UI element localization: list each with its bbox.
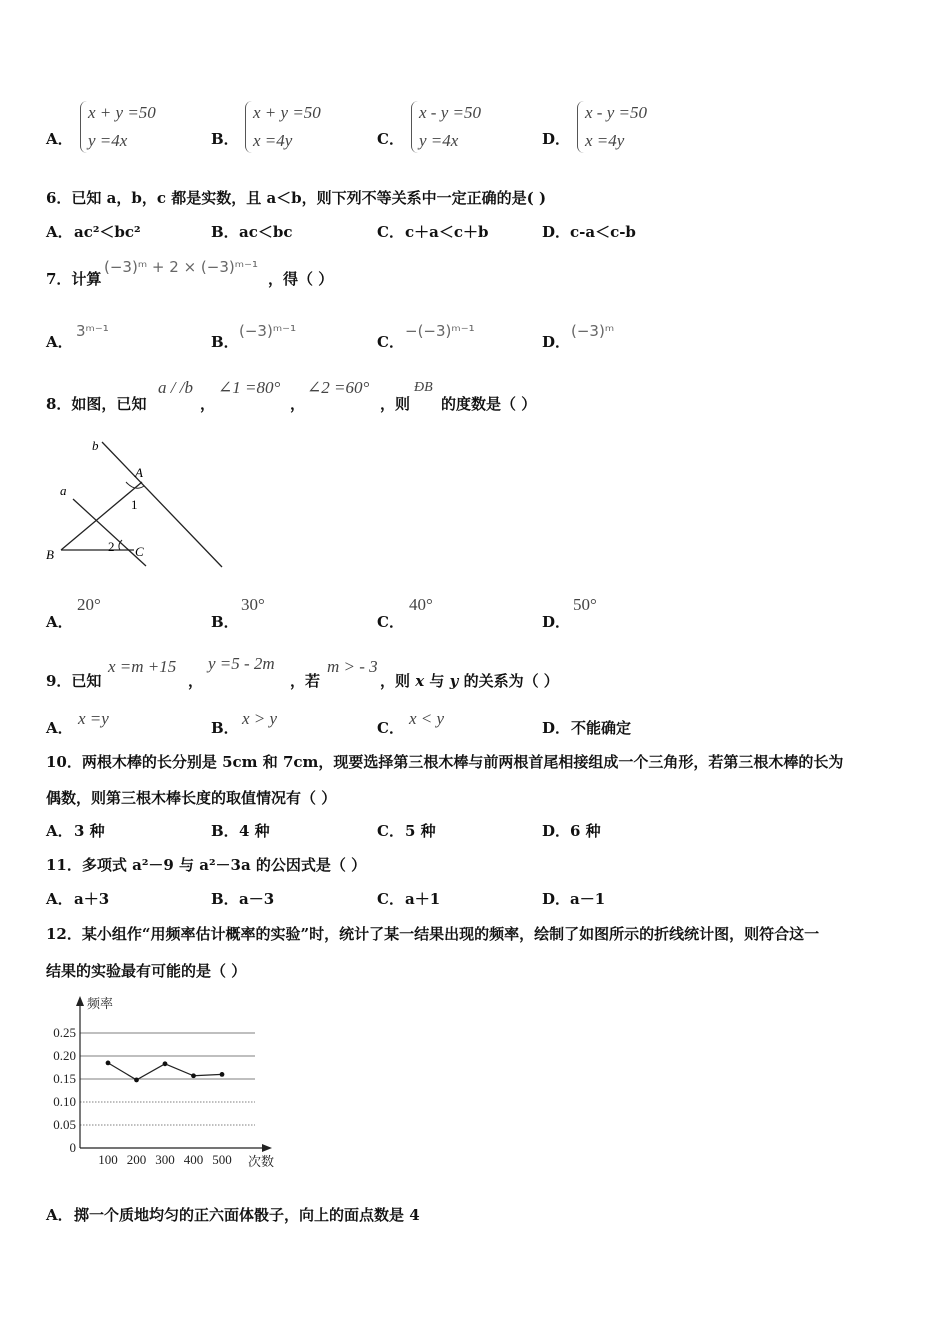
x-tick-label: 200 — [126, 1152, 147, 1167]
q9-comma: ， — [188, 672, 204, 690]
q8-condition-angle1: ∠1 =80° — [218, 378, 281, 397]
q8-suffix: 的度数是（ ） — [441, 395, 537, 413]
q7-option-b-label: B． — [211, 333, 239, 351]
data-point — [191, 1073, 196, 1078]
q7-option-d-label: D． — [542, 333, 571, 351]
q5-d-line2: x =4y — [585, 131, 625, 150]
label-b: b — [92, 438, 99, 453]
q11-option-c-label: C． — [377, 890, 404, 908]
q6-option-a: ac²＜bc² — [74, 223, 141, 241]
segment-ab — [61, 482, 142, 550]
q9-option-c-label: C． — [377, 719, 404, 737]
q10-option-a: 3 种 — [74, 822, 105, 840]
label-A: A — [135, 465, 143, 480]
q5-option-a-brace — [80, 101, 87, 153]
q7-option-b: (−3)ᵐ⁻¹ — [239, 322, 297, 340]
q8-mid: ，则 — [380, 395, 411, 413]
q9-option-b: x > y — [242, 709, 278, 728]
frequency-line-chart — [40, 990, 290, 1175]
q9-suffix-pre: ，则 — [380, 672, 416, 690]
q9-condition: m > - 3 — [327, 657, 378, 676]
q5-d-line1: x - y =50 — [585, 103, 647, 122]
q9-equation-y: y =5 - 2m — [208, 654, 275, 673]
q8-condition-parallel: a / /b — [158, 378, 193, 397]
x-axis-arrow — [262, 1144, 272, 1152]
q9-var-x: x — [415, 672, 425, 690]
q5-option-b-label: B． — [211, 130, 239, 148]
q9-option-d-label: D． — [542, 719, 571, 737]
chart-gridlines — [80, 1033, 255, 1125]
q8-comma-2: ， — [290, 395, 306, 413]
q6-option-a-label: A． — [46, 223, 73, 241]
q7-option-c-label: C． — [377, 333, 404, 351]
q11-option-b-label: B． — [211, 890, 239, 908]
q5-option-a-system — [88, 99, 156, 155]
q8-prefix: 8．如图，已知 — [46, 395, 147, 413]
q7-expression: (−3)ᵐ + 2 × (−3)ᵐ⁻¹ — [104, 258, 259, 276]
q8-comma-1: ， — [200, 395, 216, 413]
chart-y-ticks — [53, 1025, 76, 1155]
q5-b-line2: x =4y — [253, 131, 293, 150]
q6-option-d-label: D． — [542, 223, 571, 241]
q11-stem: 11．多项式 a²－9 与 a²－3a 的公因式是（ ） — [46, 856, 367, 874]
data-point — [134, 1078, 139, 1083]
y-axis-label: 频率 — [87, 996, 114, 1011]
q5-option-d-label: D． — [542, 130, 571, 148]
q5-option-a-label: A． — [46, 130, 73, 148]
q8-option-d: 50° — [573, 595, 597, 614]
q9-option-a-label: A． — [46, 719, 73, 737]
y-tick-label: 0.10 — [53, 1094, 76, 1109]
q7-option-a: 3ᵐ⁻¹ — [76, 322, 109, 340]
q10-option-a-label: A． — [46, 822, 73, 840]
q11-option-d-label: D． — [542, 890, 571, 908]
y-tick-label: 0.05 — [53, 1117, 76, 1132]
q8-option-c: 40° — [409, 595, 433, 614]
y-tick-label: 0.20 — [53, 1048, 76, 1063]
q8-condition-angle2: ∠2 =60° — [307, 378, 370, 397]
q5-option-c-brace — [411, 101, 418, 153]
q10-option-d: 6 种 — [570, 822, 601, 840]
x-tick-label: 500 — [212, 1152, 232, 1167]
y-tick-label: 0.15 — [53, 1071, 76, 1086]
q8-target-angle: ÐB — [414, 380, 433, 395]
q9-and: 与 — [424, 672, 450, 690]
q8-option-a: 20° — [77, 595, 101, 614]
q10-option-b: 4 种 — [239, 822, 270, 840]
q9-suffix — [380, 670, 559, 691]
q11-option-d: a－1 — [570, 890, 606, 908]
q9-option-c: x < y — [409, 709, 445, 728]
q9-mid: ，若 — [290, 672, 321, 690]
q8-option-b: 30° — [241, 595, 265, 614]
q5-option-c-system — [419, 99, 481, 155]
q10-option-c-label: C． — [377, 822, 404, 840]
data-point — [106, 1061, 111, 1066]
q9-var-y: y — [449, 672, 459, 690]
y-tick-label: 0.25 — [53, 1025, 76, 1040]
q12-option-a-label: A． — [46, 1206, 73, 1224]
q8-option-c-label: C． — [377, 613, 404, 631]
x-tick-label: 400 — [183, 1152, 204, 1167]
q5-option-d-system — [585, 99, 647, 155]
q12-stem-line1: 12．某小组作“用频率估计概率的实验”时，统计了某一结果出现的频率，绘制了如图所示的折线统计图，则符合这一 — [46, 925, 820, 943]
q5-option-b-brace — [245, 101, 252, 153]
q5-option-d-brace — [577, 101, 584, 153]
q6-option-c: c＋a＜c＋b — [405, 223, 489, 241]
q6-option-b-label: B． — [211, 223, 239, 241]
q5-option-b-system — [253, 99, 321, 155]
y-tick-label: 0 — [69, 1140, 76, 1155]
q11-option-b: a－3 — [239, 890, 275, 908]
q12-stem-line2: 结果的实验最有可能的是（ ） — [46, 962, 247, 980]
q5-c-line1: x - y =50 — [419, 103, 481, 122]
q7-suffix: ，得（ ） — [268, 270, 334, 288]
q9-prefix: 9．已知 — [46, 672, 102, 690]
q6-option-c-label: C． — [377, 223, 404, 241]
q5-b-line1: x + y =50 — [253, 103, 321, 122]
q9-option-d: 不能确定 — [571, 719, 632, 737]
label-a: a — [60, 483, 67, 498]
q8-option-a-label: A． — [46, 613, 73, 631]
q8-geometry-figure — [40, 430, 230, 575]
q6-option-d: c-a＜c-b — [570, 223, 636, 241]
q9-equation-x: x =m +15 — [108, 657, 177, 676]
q10-option-d-label: D． — [542, 822, 571, 840]
label-angle-1: 1 — [131, 497, 138, 512]
label-C: C — [135, 544, 144, 559]
q8-option-b-label: B． — [211, 613, 239, 631]
q11-option-c: a＋1 — [405, 890, 441, 908]
chart-x-ticks — [98, 1152, 232, 1167]
x-axis-label: 次数 — [248, 1154, 275, 1169]
x-tick-label: 100 — [98, 1152, 118, 1167]
q10-stem-line1: 10．两根木棒的长分别是 5cm 和 7cm，现要选择第三根木棒与前两根首尾相接组成一个三角形，若第三根木棒的长为 — [46, 753, 844, 771]
q9-option-a: x =y — [78, 709, 109, 728]
q9-suffix-end: 的关系为（ ） — [458, 672, 559, 690]
label-angle-2: 2 — [108, 539, 115, 554]
q11-option-a: a＋3 — [74, 890, 110, 908]
q5-option-c-label: C． — [377, 130, 404, 148]
q7-prefix: 7．计算 — [46, 270, 102, 288]
q10-option-c: 5 种 — [405, 822, 436, 840]
q7-option-a-label: A． — [46, 333, 73, 351]
label-B: B — [46, 547, 54, 562]
q10-option-b-label: B． — [211, 822, 239, 840]
q6-stem: 6．已知 a，b，c 都是实数，且 a＜b，则下列不等关系中一定正确的是( ) — [46, 189, 547, 207]
x-tick-label: 300 — [155, 1152, 175, 1167]
q11-option-a-label: A． — [46, 890, 73, 908]
q5-a-line2: y =4x — [88, 131, 128, 150]
line-b — [102, 442, 222, 567]
y-axis-arrow — [76, 996, 84, 1006]
q7-option-d: (−3)ᵐ — [571, 322, 615, 340]
data-point — [163, 1061, 168, 1066]
q6-option-b: ac＜bc — [239, 223, 293, 241]
q9-option-b-label: B． — [211, 719, 239, 737]
q12-option-a: 掷一个质地均匀的正六面体骰子，向上的面点数是 4 — [74, 1206, 420, 1224]
q7-option-c: −(−3)ᵐ⁻¹ — [405, 322, 475, 340]
q5-c-line2: y =4x — [419, 131, 459, 150]
q8-option-d-label: D． — [542, 613, 571, 631]
q10-stem-line2: 偶数，则第三根木棒长度的取值情况有（ ） — [46, 789, 337, 807]
q5-a-line1: x + y =50 — [88, 103, 156, 122]
data-point — [220, 1072, 225, 1077]
